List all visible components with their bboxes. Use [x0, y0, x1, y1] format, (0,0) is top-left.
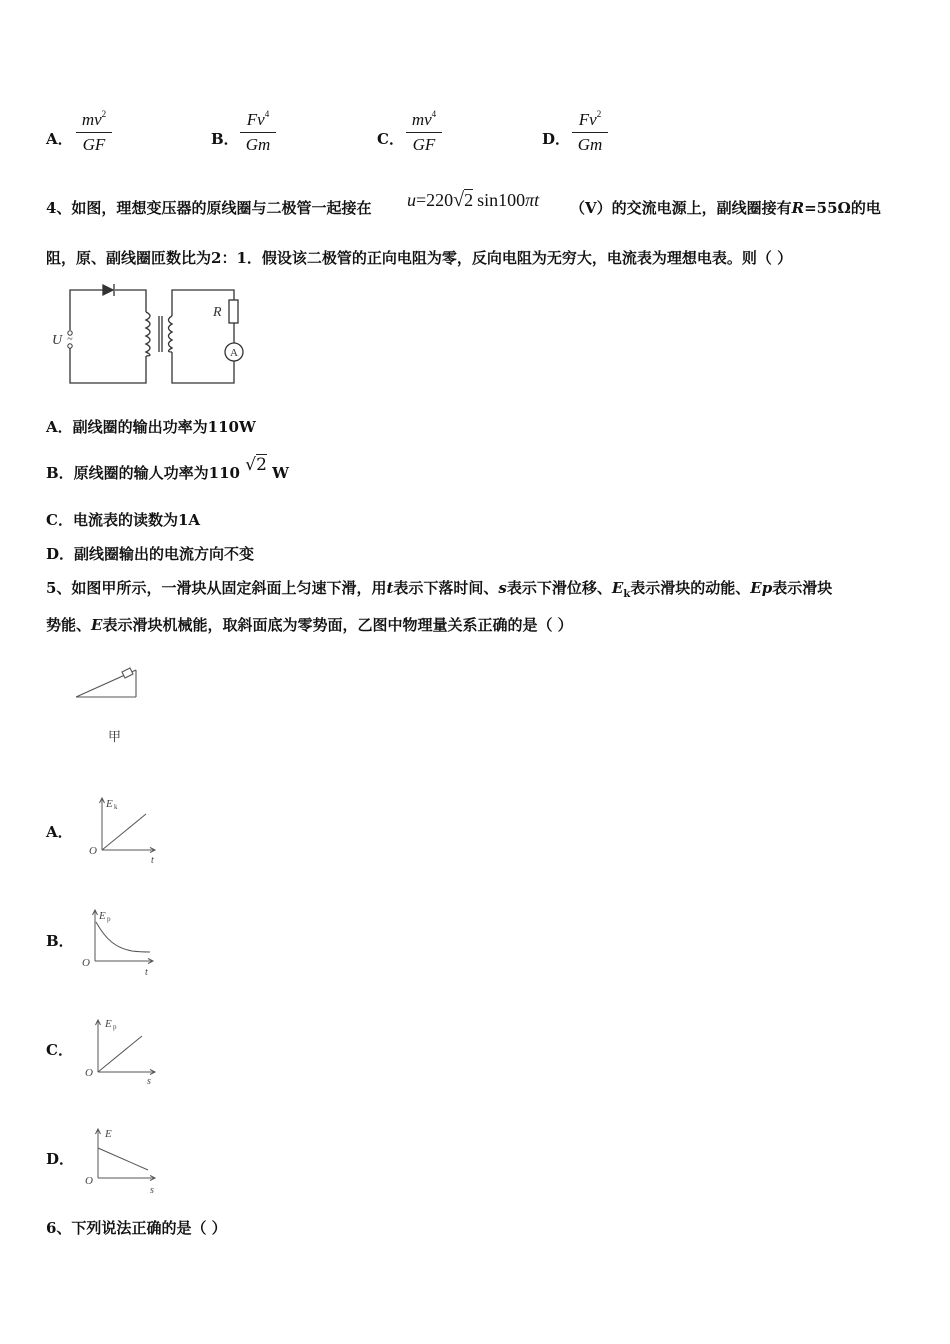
q5-graph-c-letter: C．: [46, 1041, 73, 1059]
graph-d-ylabel: E: [105, 1128, 112, 1140]
graph-c-line: [98, 1036, 142, 1072]
q3-a-den: GF: [82, 135, 106, 154]
q3-c-exp: 4: [431, 109, 437, 119]
graph-c-xlabel: s: [147, 1076, 151, 1086]
q5-graph-a-letter: A．: [46, 823, 73, 841]
graph-b-ylabel: E: [99, 910, 106, 922]
q3-option-b-fraction: [240, 103, 276, 156]
q3-option-a-fraction: [76, 103, 112, 156]
q3-option-a-letter: A．: [46, 130, 73, 148]
q5-graph-c: [84, 1012, 164, 1086]
q3-option-c-fraction: [406, 103, 442, 156]
graph-b-origin: O: [82, 957, 90, 969]
q3-c-den: GF: [412, 135, 436, 154]
q3-b-den: Gm: [245, 135, 271, 154]
q5-graph-a: [84, 792, 164, 866]
circuit-label-a: A: [230, 347, 238, 359]
block-icon: [122, 668, 133, 678]
graph-a-line: [102, 814, 146, 850]
q4-line2: 阻，原、副线圈匝数比为2：1．假设该二极管的正向电阻为零，反向电阻为无穷大，电流表为理想电表。则（ ）: [46, 249, 793, 267]
graph-a-xlabel: t: [151, 855, 154, 866]
q5-line1: [46, 578, 832, 605]
q4-line1-prefix: 4、如图，理想变压器的原线圈与二极管一起接在: [46, 199, 372, 217]
q4-option-b: B．原线圈的输人功率为110 √2 W: [46, 455, 289, 482]
q5-l1-s: s: [498, 579, 507, 597]
q3-option-b-letter: B．: [211, 130, 239, 148]
q5-graph-d-letter: D．: [46, 1150, 75, 1168]
q4-formula-tail: sin100: [477, 190, 526, 210]
circuit-label-r: R: [213, 305, 222, 320]
graph-b-ylabel-sub: p: [107, 915, 111, 923]
q4-line1-suffix: [570, 198, 881, 218]
graph-a-ylabel: E: [106, 798, 113, 810]
graph-a-origin: O: [89, 845, 97, 857]
q5-l2-e: E: [91, 616, 103, 634]
q4-option-a: A．副线圈的输出功率为110W: [46, 418, 256, 436]
q5-graph-d: [84, 1122, 164, 1196]
circuit-label-u: U: [52, 333, 63, 348]
q3-b-exp: 4: [264, 109, 270, 119]
q5-graph-b: [80, 904, 160, 978]
q5-l1-a: 5、如图甲所示，一滑块从固定斜面上匀速下滑，用: [46, 579, 387, 597]
q5-l1-ek: E: [611, 579, 624, 597]
graph-b-curve: [96, 922, 150, 952]
q3-a-num: mv: [81, 110, 102, 129]
q4-option-b-suffix: W: [272, 464, 289, 482]
graph-d-xlabel: s: [150, 1185, 154, 1196]
graph-c-origin: O: [85, 1067, 93, 1079]
q4-option-d: D．副线圈输出的电流方向不变: [46, 545, 255, 563]
q4-option-b-sqrt: 2: [256, 455, 267, 475]
q4-formula-u: u: [407, 190, 416, 210]
q3-c-num: mv: [411, 110, 432, 129]
q3-option-c-letter: C．: [377, 130, 404, 148]
q5-l1-b: 表示下落时间、: [393, 579, 499, 597]
q4-suffix-a: （V）的交流电源上，副线圈接有: [570, 199, 792, 217]
q5-incline-figure: [70, 660, 142, 702]
q5-l2-a: 势能、: [46, 616, 92, 634]
q4-formula-eq: =220: [416, 190, 454, 210]
diode-icon: [103, 285, 113, 295]
q4-circuit-diagram: [48, 282, 248, 388]
q3-b-num: Fv: [246, 110, 265, 129]
q5-l1-e: 表示滑块: [772, 579, 833, 597]
q5-l1-c: 表示下滑位移、: [506, 579, 612, 597]
q3-option-d-letter: D．: [542, 130, 571, 148]
q4-formula-pi-t: πt: [525, 190, 540, 210]
graph-b-xlabel: t: [145, 967, 148, 978]
graph-a-ylabel-sub: k: [114, 803, 118, 811]
q6-text: 6、下列说法正确的是（ ）: [46, 1219, 227, 1237]
graph-c-ylabel: E: [105, 1018, 112, 1030]
q3-a-exp: 2: [101, 109, 107, 119]
svg-text:~: ~: [67, 334, 73, 345]
q5-l2-b: 表示滑块机械能，取斜面底为零势面，乙图中物理量关系正确的是（ ）: [102, 616, 573, 634]
q4-formula: u=220√2 sin100πt: [407, 189, 540, 211]
q4-suffix-b: =55Ω的电: [804, 199, 881, 217]
q3-d-den: Gm: [577, 135, 603, 154]
q3-d-num: Fv: [578, 110, 597, 129]
q4-option-b-prefix: B．原线圈的输人功率为110: [46, 464, 240, 482]
q4-line1: [46, 198, 371, 218]
q4-formula-sqrt: 2: [464, 190, 474, 210]
q5-l1-d: 表示滑块的动能、: [630, 579, 751, 597]
q5-line2: [46, 615, 573, 635]
q4-option-c: C．电流表的读数为1A: [46, 511, 201, 529]
q5-l1-t: t: [386, 579, 394, 597]
q3-option-d-fraction: [572, 103, 608, 156]
graph-c-ylabel-sub: p: [113, 1023, 117, 1031]
q5-l1-ek-sub: k: [623, 589, 631, 600]
q4-suffix-r: R: [791, 199, 805, 217]
q5-l1-ep: Ep: [750, 579, 773, 597]
q3-d-exp: 2: [596, 109, 602, 119]
q5-figure-caption: 甲: [108, 730, 122, 745]
q5-graph-b-letter: B．: [46, 932, 74, 950]
graph-d-line: [98, 1148, 148, 1170]
graph-d-origin: O: [85, 1175, 93, 1187]
